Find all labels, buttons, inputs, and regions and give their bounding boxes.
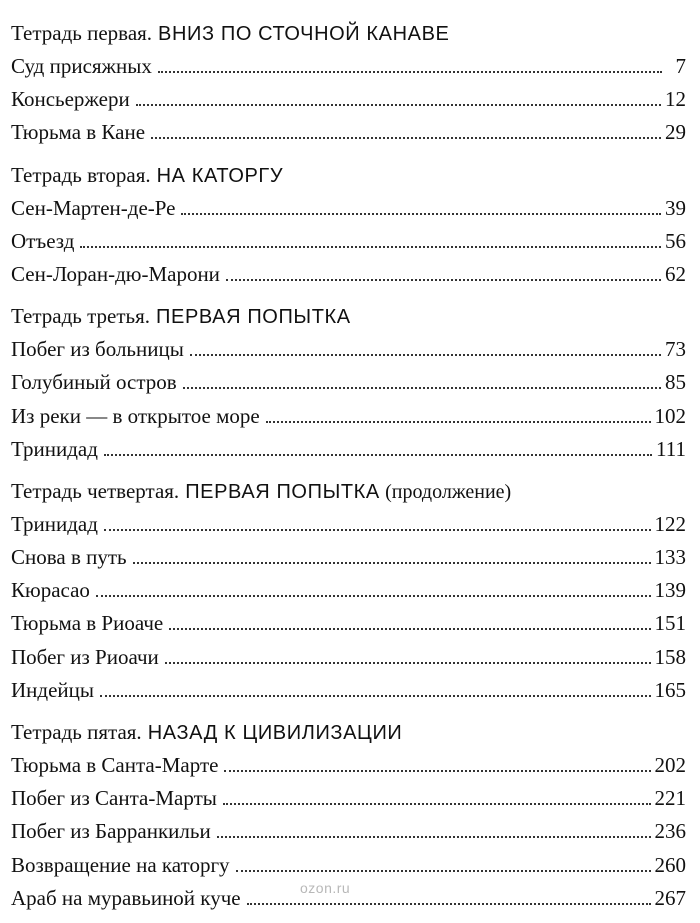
page-number: 158 [654, 644, 686, 669]
entry-title: Снова в путь [11, 545, 127, 570]
page-number: 12 [665, 87, 686, 112]
toc-entry[interactable] [11, 607, 686, 640]
entry-title: Побег из Санта-Марты [11, 786, 217, 811]
toc-entry[interactable] [11, 225, 686, 258]
part-1 [11, 16, 686, 150]
part-title: ВНИЗ ПО СТОЧНОЙ КАНАВЕ [158, 23, 450, 45]
toc-entry[interactable] [11, 192, 686, 225]
page-number: 236 [654, 819, 686, 844]
dot-leader [104, 453, 652, 456]
page-number: 165 [654, 677, 686, 702]
ozon-watermark: ozon.ru [300, 880, 351, 896]
toc-entry[interactable] [11, 674, 686, 707]
entry-title: Тринидад [11, 436, 98, 461]
dot-leader [169, 627, 650, 630]
entry-title: Сен-Мартен-де-Ре [11, 195, 176, 220]
toc-entry[interactable] [11, 258, 686, 291]
toc-entry[interactable] [11, 541, 686, 574]
page-number: 102 [654, 403, 686, 428]
part-heading [11, 16, 686, 50]
part-heading [11, 474, 686, 508]
entry-title: Тюрьма в Кане [11, 120, 146, 145]
toc-entry[interactable] [11, 849, 686, 882]
dot-leader [104, 528, 651, 531]
toc-entry[interactable] [11, 50, 686, 83]
dot-leader [96, 594, 651, 597]
toc-entry[interactable] [11, 83, 686, 116]
entry-title: Суд присяжных [11, 54, 152, 78]
entry-title: Консьержери [11, 87, 130, 112]
dot-leader [165, 661, 651, 664]
part-label: Тетрадь четвертая. [11, 478, 180, 503]
dot-leader [236, 869, 651, 872]
entry-title: Индейцы [11, 677, 94, 702]
toc-entry[interactable] [11, 782, 686, 815]
entry-title: Из реки — в открытое море [11, 403, 260, 428]
entry-title: Голубиный остров [11, 370, 177, 395]
part-title: НАЗАД К ЦИВИЛИЗАЦИИ [147, 722, 403, 744]
dot-leader [181, 212, 661, 215]
entry-title: Тюрьма в Санта-Марте [11, 753, 219, 777]
page-number: 73 [665, 337, 686, 362]
entry-title: Сен-Лоран-дю-Марони [11, 261, 220, 286]
entry-title: Араб на муравьиной куче [11, 885, 241, 910]
page-number: 139 [654, 578, 686, 603]
dot-leader [266, 420, 651, 423]
part-4 [11, 474, 686, 707]
page-number: 56 [665, 228, 686, 253]
entry-title: Побег из Риоачи [11, 644, 159, 669]
part-title: НА КАТОРГУ [156, 164, 284, 187]
entry-title: Побег из больницы [11, 337, 184, 362]
page-number: 133 [654, 545, 686, 570]
part-heading [11, 715, 686, 749]
entry-title: Возвращение на каторгу [11, 852, 230, 877]
page-number: 221 [654, 786, 686, 811]
toc-entry[interactable] [11, 333, 686, 366]
table-of-contents [11, 16, 686, 923]
part-label: Тетрадь первая. [11, 21, 153, 45]
page-number: 62 [665, 261, 686, 286]
part-label: Тетрадь вторая. [11, 162, 151, 187]
page-number: 267 [654, 885, 686, 910]
part-heading [11, 299, 686, 333]
entry-title: Кюрасао [11, 578, 90, 603]
part-heading [11, 158, 686, 192]
toc-entry[interactable] [11, 815, 686, 848]
dot-leader [247, 902, 651, 905]
dot-leader [226, 278, 661, 281]
page-number: 29 [665, 120, 686, 145]
dot-leader [223, 802, 651, 805]
page-number: 7 [675, 54, 686, 78]
part-2 [11, 158, 686, 292]
page-number: 111 [656, 436, 686, 461]
part-title: ПЕРВАЯ ПОПЫТКА [185, 480, 380, 503]
toc-entry[interactable] [11, 433, 686, 466]
page-number: 151 [654, 611, 686, 636]
toc-entry[interactable] [11, 508, 686, 541]
page-number: 202 [654, 753, 686, 777]
toc-entry[interactable] [11, 400, 686, 433]
dot-leader [133, 561, 651, 564]
toc-entry[interactable] [11, 574, 686, 607]
entry-title: Тринидад [11, 511, 98, 536]
dot-leader [217, 835, 651, 838]
part-label: Тетрадь пятая. [11, 720, 142, 744]
entry-title: Отъезд [11, 228, 75, 253]
dot-leader [100, 694, 651, 697]
toc-entry[interactable] [11, 116, 686, 149]
part-label: Тетрадь третья. [11, 304, 151, 329]
page-number: 122 [654, 511, 686, 536]
entry-title: Побег из Барранкильи [11, 819, 211, 844]
part-note: (продолжение) [385, 480, 512, 503]
page-number: 85 [665, 370, 686, 395]
dot-leader [224, 769, 650, 772]
dot-leader [80, 245, 661, 248]
dot-leader [183, 386, 661, 389]
dot-leader [190, 353, 661, 356]
dot-leader [151, 136, 661, 139]
part-3 [11, 299, 686, 466]
toc-entry[interactable] [11, 749, 686, 782]
toc-entry[interactable] [11, 641, 686, 674]
entry-title: Тюрьма в Риоаче [11, 611, 164, 636]
dot-leader [158, 70, 662, 73]
toc-entry[interactable] [11, 366, 686, 399]
part-title: ПЕРВАЯ ПОПЫТКА [156, 306, 351, 329]
page-number: 39 [665, 195, 686, 220]
page-number: 260 [654, 852, 686, 877]
dot-leader [136, 103, 661, 106]
